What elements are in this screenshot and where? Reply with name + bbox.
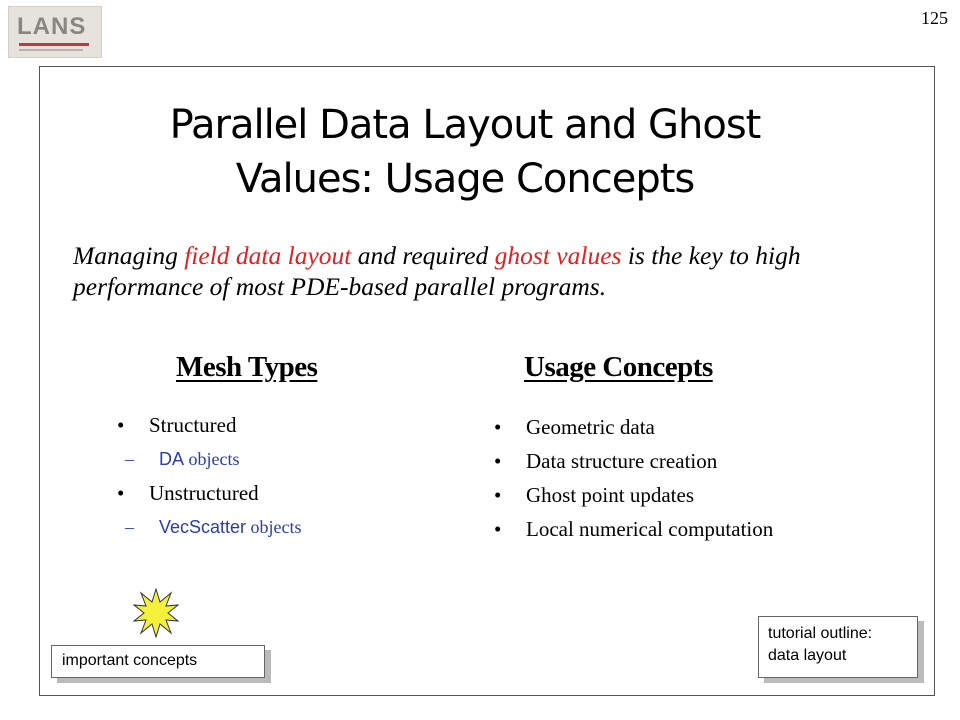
bullet-icon: • <box>117 481 125 505</box>
list-item <box>494 446 773 480</box>
starburst-icon[interactable] <box>133 588 179 638</box>
mesh-types-heading: Mesh Types <box>176 351 318 383</box>
subtitle-text-3: is the key to high performance of most PDE-based parallel programs. <box>73 241 801 301</box>
bullet-icon: • <box>494 517 502 541</box>
sub-item-suffix: objects <box>184 449 240 469</box>
list-item <box>494 480 773 514</box>
list-item <box>117 410 302 444</box>
mesh-type-label: Unstructured <box>149 481 259 505</box>
sub-item-prefix: DA <box>159 449 185 469</box>
logo-subtitle-line <box>19 49 83 51</box>
important-concepts-callout[interactable] <box>51 645 265 678</box>
sub-list-item <box>125 444 302 478</box>
sub-item-suffix: objects <box>246 517 302 537</box>
list-item <box>494 514 774 548</box>
dash-icon: – <box>125 449 134 469</box>
page-number: 125 <box>921 8 948 28</box>
highlight-ghost-values: ghost values <box>494 241 622 270</box>
title-line-2: Values: Usage Concepts <box>235 156 695 202</box>
logo-text: LANS <box>17 13 87 40</box>
dash-icon: – <box>125 517 134 537</box>
usage-concept-label: Data structure creation <box>526 449 718 473</box>
usage-concepts-heading: Usage Concepts <box>524 351 713 383</box>
slide-title <box>60 98 870 206</box>
logo-accent-line <box>19 43 89 46</box>
sub-list-item <box>125 512 302 546</box>
usage-concept-label: Ghost point updates <box>526 483 694 507</box>
callout-line-1: tutorial outline: <box>768 625 873 642</box>
mesh-types-list <box>117 410 302 546</box>
sub-item-prefix: VecScatter <box>159 517 247 537</box>
usage-concepts-list <box>494 412 774 548</box>
bullet-icon: • <box>494 449 502 473</box>
tutorial-outline-callout[interactable] <box>758 616 918 678</box>
mesh-type-label: Structured <box>149 413 237 437</box>
list-item <box>494 412 773 446</box>
list-item <box>117 478 302 512</box>
callout-line-2: data layout <box>768 647 847 664</box>
subtitle-statement <box>73 240 913 302</box>
subtitle-text-1: Managing <box>73 241 185 270</box>
usage-concept-label: Geometric data <box>526 415 655 439</box>
usage-concept-label: Local numerical computation <box>526 517 774 541</box>
lans-logo <box>8 6 102 58</box>
subtitle-text-2: and required <box>351 241 495 270</box>
title-line-1: Parallel Data Layout and Ghost <box>169 102 761 148</box>
callout-label: important concepts <box>62 652 198 669</box>
bullet-icon: • <box>117 413 125 437</box>
highlight-field-data-layout: field data layout <box>184 241 352 270</box>
bullet-icon: • <box>494 483 502 507</box>
bullet-icon: • <box>494 415 502 439</box>
